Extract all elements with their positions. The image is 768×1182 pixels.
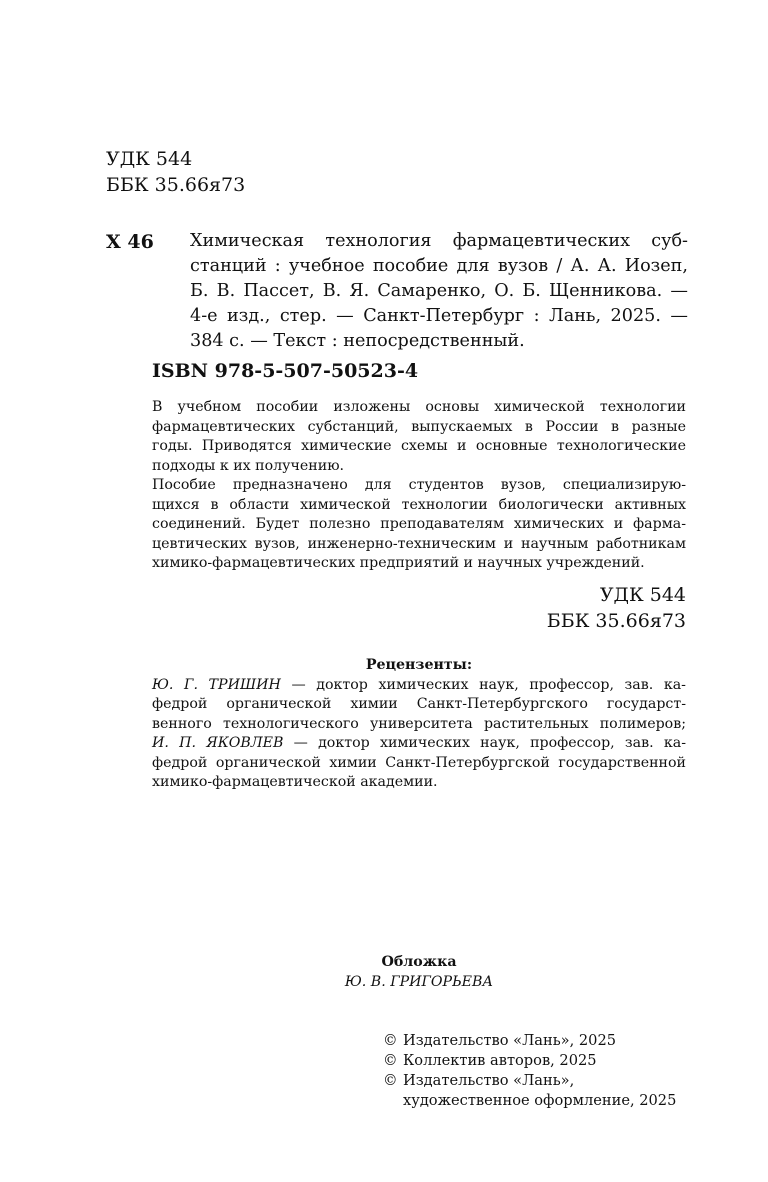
udk-code: УДК 544 bbox=[599, 584, 686, 606]
cover-credit bbox=[152, 952, 686, 992]
annotation-line: подходы к их получению. bbox=[152, 457, 345, 474]
annotation-line: Пособие предназначено для студентов вузов, специализирую- bbox=[152, 477, 686, 493]
annotation-line: В учебном пособии изложены основы химической технологии bbox=[152, 399, 686, 415]
annotation-line: химико-фармацевтических предприятий и научных учреждений. bbox=[152, 555, 645, 571]
reviewer-2-line: химико-фармацевтической академии. bbox=[152, 774, 438, 790]
reviewer-2-name: И. П. ЯКОВЛЕВ bbox=[152, 735, 284, 751]
reviewer-1-line bbox=[152, 676, 686, 696]
cover-title: Обложка bbox=[381, 954, 457, 970]
annotation bbox=[152, 398, 686, 574]
author-mark: Х 46 bbox=[106, 231, 154, 253]
description-line: 4-е изд., стер. — Санкт-Петербург : Лань, 2025. — bbox=[190, 306, 688, 326]
copyright-icon: © bbox=[383, 1052, 398, 1069]
reviewer-2-line bbox=[152, 734, 686, 754]
reviewers-title: Рецензенты: bbox=[365, 657, 473, 673]
annotation-line: цевтических вузов, инженерно-техническим и научным работникам bbox=[152, 535, 686, 552]
description-line: 384 с. — Текст : непосредственный. bbox=[190, 331, 525, 351]
cover-designer: Ю. В. ГРИГОРЬЕВА bbox=[344, 974, 494, 990]
reviewer-1-text: — доктор химических наук, профессор, зав. ка- bbox=[280, 676, 686, 693]
classification-top bbox=[106, 146, 245, 198]
bibliographic-description bbox=[190, 229, 688, 354]
copyright-line: © Издательство «Лань», 2025 bbox=[383, 1032, 617, 1049]
reviewer-1-name: Ю. Г. ТРИШИН bbox=[152, 676, 281, 693]
copyright-line: художественное оформление, 2025 bbox=[403, 1092, 677, 1109]
reviewers bbox=[152, 656, 686, 793]
copyright-icon: © bbox=[383, 1032, 398, 1049]
copyright-line: © Издательство «Лань», bbox=[383, 1072, 575, 1089]
classification-bottom bbox=[547, 582, 686, 634]
annotation-line: щихся в области химической технологии биологически активных bbox=[152, 496, 686, 513]
bbk-code: ББК 35.66я73 bbox=[106, 174, 246, 196]
bbk-code: ББК 35.66я73 bbox=[546, 610, 686, 632]
reviewer-1-line: федрой органической химии Санкт-Петербургского государст- bbox=[152, 696, 686, 712]
reviewer-1-line: венного технологического университета растительных полимеров; bbox=[152, 715, 686, 732]
udk-code: УДК 544 bbox=[106, 148, 193, 170]
description-line: Химическая технология фармацевтических суб- bbox=[190, 231, 688, 251]
copyright-block bbox=[383, 1031, 676, 1111]
copyright-icon: © bbox=[383, 1072, 398, 1089]
reviewer-2-line: федрой органической химии Санкт-Петербургской государственной bbox=[152, 754, 686, 771]
annotation-line: соединений. Будет полезно преподавателям химических и фарма- bbox=[152, 516, 686, 532]
reviewer-2-text: — доктор химических наук, профессор, зав. ка- bbox=[283, 735, 686, 751]
description-line: станций : учебное пособие для вузов / А. А. Иозеп, bbox=[190, 256, 688, 276]
annotation-line: годы. Приводятся химические схемы и основные технологические bbox=[152, 438, 686, 454]
description-line: Б. В. Пассет, В. Я. Самаренко, О. Б. Щенникова. — bbox=[190, 281, 688, 301]
isbn: ISBN 978-5-507-50523-4 bbox=[152, 360, 419, 382]
copyright-line: © Коллектив авторов, 2025 bbox=[383, 1052, 597, 1069]
annotation-line: фармацевтических субстанций, выпускаемых в России в разные bbox=[152, 418, 686, 435]
